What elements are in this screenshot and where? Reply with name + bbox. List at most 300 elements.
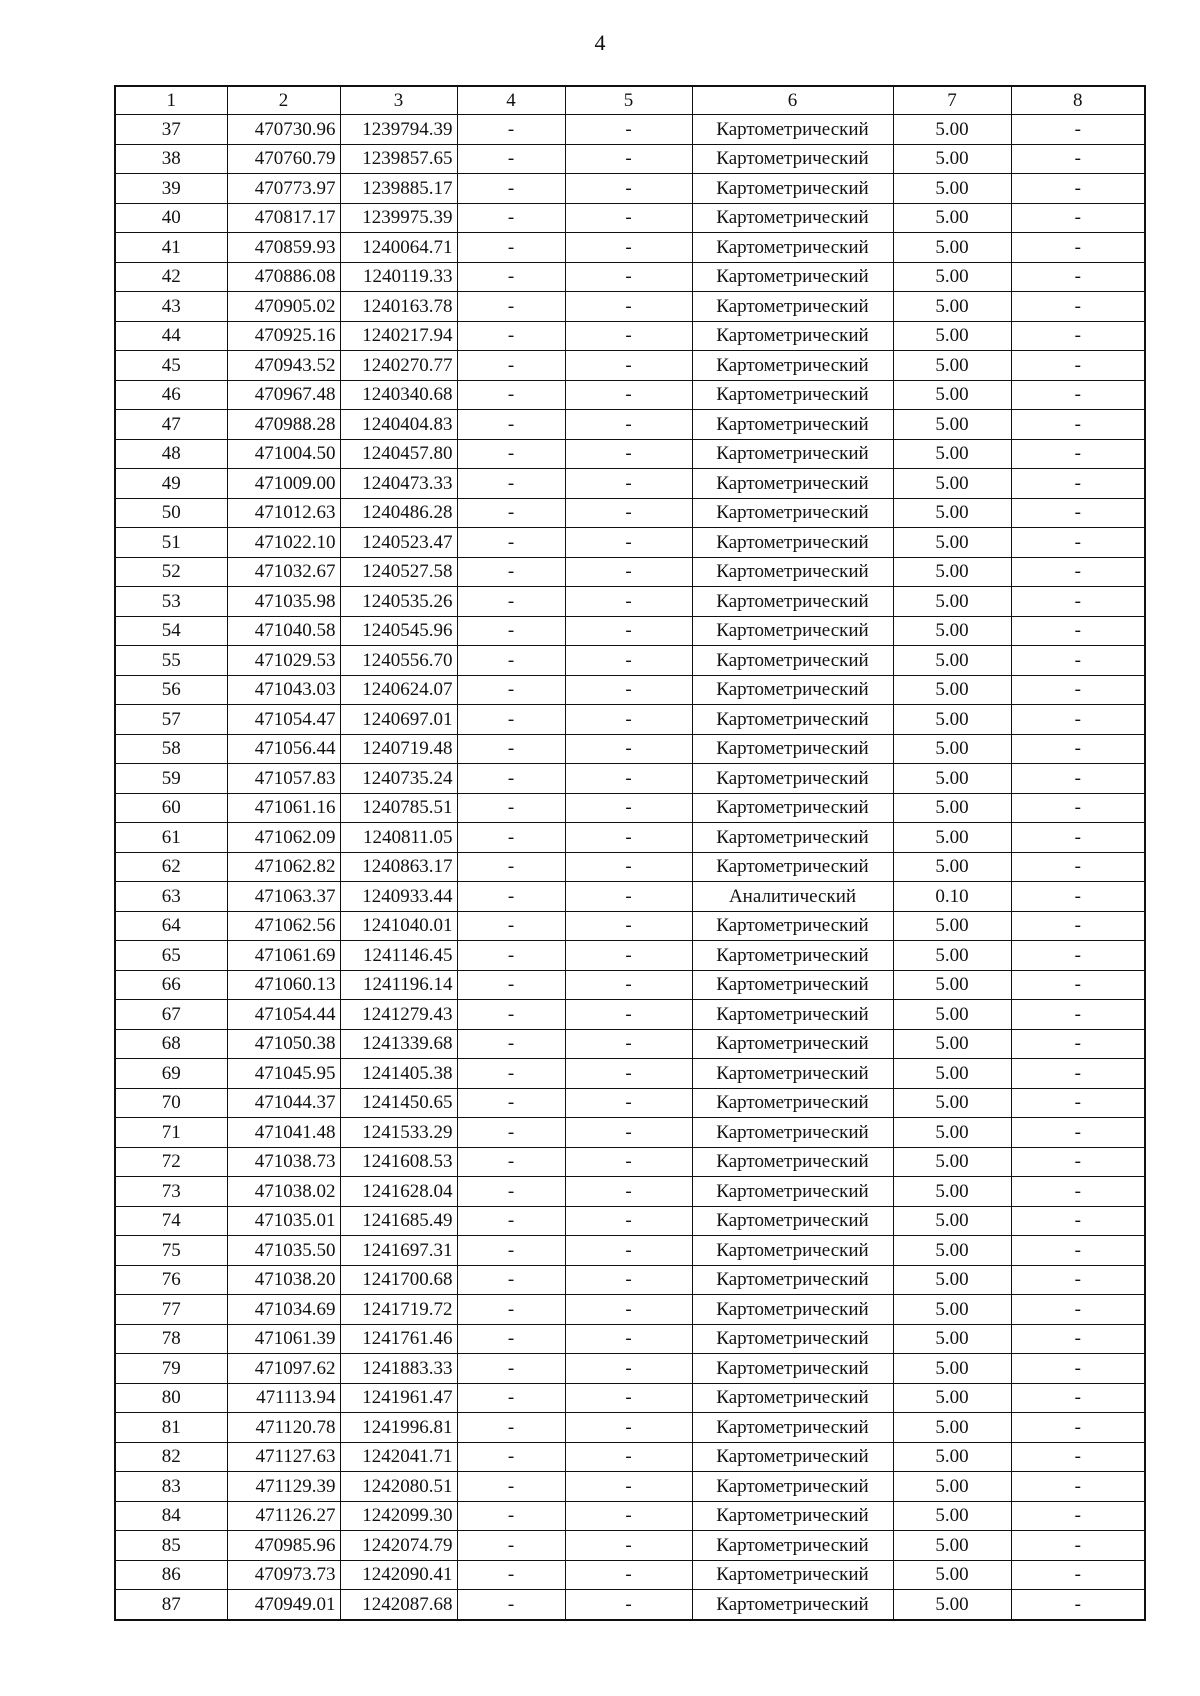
method-cell: Картометрический (692, 380, 893, 410)
x-coordinate-cell: 471044.37 (227, 1088, 340, 1118)
col4-cell: - (457, 292, 565, 322)
x-coordinate-cell: 471035.98 (227, 587, 340, 617)
col8-cell: - (1011, 233, 1145, 263)
method-cell: Картометрический (692, 1531, 893, 1561)
col4-cell: - (457, 1354, 565, 1384)
accuracy-cell: 5.00 (893, 292, 1011, 322)
point-number-cell: 69 (115, 1059, 227, 1089)
accuracy-cell: 5.00 (893, 1324, 1011, 1354)
method-cell: Картометрический (692, 1029, 893, 1059)
col8-cell: - (1011, 764, 1145, 794)
col5-cell: - (565, 646, 692, 676)
y-coordinate-cell: 1239975.39 (340, 203, 457, 233)
col5-cell: - (565, 557, 692, 587)
method-cell: Аналитический (692, 882, 893, 912)
col8-cell: - (1011, 1000, 1145, 1030)
x-coordinate-cell: 470985.96 (227, 1531, 340, 1561)
table-row (115, 115, 1145, 145)
method-cell: Картометрический (692, 970, 893, 1000)
method-cell: Картометрический (692, 174, 893, 204)
y-coordinate-cell: 1240217.94 (340, 321, 457, 351)
table-row (115, 1059, 1145, 1089)
method-cell: Картометрический (692, 1354, 893, 1384)
table-row (115, 1236, 1145, 1266)
accuracy-cell: 5.00 (893, 351, 1011, 381)
col4-cell: - (457, 1383, 565, 1413)
method-cell: Картометрический (692, 1265, 893, 1295)
col4-cell: - (457, 646, 565, 676)
point-number-cell: 55 (115, 646, 227, 676)
accuracy-cell: 5.00 (893, 321, 1011, 351)
table-row (115, 1501, 1145, 1531)
accuracy-cell: 5.00 (893, 203, 1011, 233)
point-number-cell: 78 (115, 1324, 227, 1354)
point-number-cell: 74 (115, 1206, 227, 1236)
method-cell: Картометрический (692, 1383, 893, 1413)
col5-cell: - (565, 292, 692, 322)
y-coordinate-cell: 1242090.41 (340, 1560, 457, 1590)
col4-cell: - (457, 675, 565, 705)
col5-cell: - (565, 203, 692, 233)
col4-cell: - (457, 1088, 565, 1118)
col8-cell: - (1011, 262, 1145, 292)
y-coordinate-cell: 1240163.78 (340, 292, 457, 322)
method-cell: Картометрический (692, 1413, 893, 1443)
method-cell: Картометрический (692, 292, 893, 322)
table-row (115, 1324, 1145, 1354)
table-row (115, 764, 1145, 794)
method-cell: Картометрический (692, 1560, 893, 1590)
col4-cell: - (457, 262, 565, 292)
y-coordinate-cell: 1241608.53 (340, 1147, 457, 1177)
method-cell: Картометрический (692, 1206, 893, 1236)
x-coordinate-cell: 470817.17 (227, 203, 340, 233)
col4-cell: - (457, 1147, 565, 1177)
point-number-cell: 46 (115, 380, 227, 410)
y-coordinate-cell: 1242099.30 (340, 1501, 457, 1531)
y-coordinate-cell: 1242080.51 (340, 1472, 457, 1502)
col5-cell: - (565, 1118, 692, 1148)
y-coordinate-cell: 1240340.68 (340, 380, 457, 410)
table-row (115, 1442, 1145, 1472)
point-number-cell: 68 (115, 1029, 227, 1059)
col4-cell: - (457, 793, 565, 823)
y-coordinate-cell: 1240719.48 (340, 734, 457, 764)
col4-cell: - (457, 1265, 565, 1295)
accuracy-cell: 5.00 (893, 587, 1011, 617)
col5-cell: - (565, 1059, 692, 1089)
table-row (115, 646, 1145, 676)
point-number-cell: 57 (115, 705, 227, 735)
accuracy-cell: 5.00 (893, 410, 1011, 440)
col8-cell: - (1011, 557, 1145, 587)
table-row (115, 1118, 1145, 1148)
col8-cell: - (1011, 292, 1145, 322)
table-row (115, 852, 1145, 882)
point-number-cell: 87 (115, 1590, 227, 1620)
y-coordinate-cell: 1240735.24 (340, 764, 457, 794)
method-cell: Картометрический (692, 1059, 893, 1089)
y-coordinate-cell: 1241196.14 (340, 970, 457, 1000)
x-coordinate-cell: 470905.02 (227, 292, 340, 322)
point-number-cell: 72 (115, 1147, 227, 1177)
y-coordinate-cell: 1240697.01 (340, 705, 457, 735)
table-row (115, 587, 1145, 617)
point-number-cell: 52 (115, 557, 227, 587)
point-number-cell: 73 (115, 1177, 227, 1207)
col5-cell: - (565, 1029, 692, 1059)
accuracy-cell: 5.00 (893, 1354, 1011, 1384)
x-coordinate-cell: 471113.94 (227, 1383, 340, 1413)
method-cell: Картометрический (692, 852, 893, 882)
point-number-cell: 42 (115, 262, 227, 292)
col5-cell: - (565, 941, 692, 971)
x-coordinate-cell: 471056.44 (227, 734, 340, 764)
method-cell: Картометрический (692, 1236, 893, 1266)
col4-cell: - (457, 1118, 565, 1148)
accuracy-cell: 5.00 (893, 646, 1011, 676)
x-coordinate-cell: 470730.96 (227, 115, 340, 145)
col5-cell: - (565, 1383, 692, 1413)
table-row (115, 380, 1145, 410)
table-row (115, 203, 1145, 233)
table-row (115, 557, 1145, 587)
accuracy-cell: 5.00 (893, 941, 1011, 971)
table-body (115, 86, 1145, 1620)
point-number-cell: 38 (115, 144, 227, 174)
col8-cell: - (1011, 528, 1145, 558)
column-header: 8 (1011, 86, 1145, 115)
accuracy-cell: 5.00 (893, 1501, 1011, 1531)
column-header: 2 (227, 86, 340, 115)
col4-cell: - (457, 1177, 565, 1207)
point-number-cell: 63 (115, 882, 227, 912)
accuracy-cell: 5.00 (893, 1147, 1011, 1177)
x-coordinate-cell: 470943.52 (227, 351, 340, 381)
col4-cell: - (457, 970, 565, 1000)
y-coordinate-cell: 1240811.05 (340, 823, 457, 853)
column-header: 1 (115, 86, 227, 115)
col8-cell: - (1011, 1147, 1145, 1177)
col4-cell: - (457, 705, 565, 735)
col4-cell: - (457, 439, 565, 469)
x-coordinate-cell: 470886.08 (227, 262, 340, 292)
col4-cell: - (457, 1000, 565, 1030)
col8-cell: - (1011, 882, 1145, 912)
table-row (115, 1354, 1145, 1384)
table-row (115, 410, 1145, 440)
table-row (115, 970, 1145, 1000)
method-cell: Картометрический (692, 351, 893, 381)
table-row (115, 1531, 1145, 1561)
accuracy-cell: 5.00 (893, 823, 1011, 853)
accuracy-cell: 5.00 (893, 1000, 1011, 1030)
col8-cell: - (1011, 1236, 1145, 1266)
y-coordinate-cell: 1241339.68 (340, 1029, 457, 1059)
method-cell: Картометрический (692, 115, 893, 145)
method-cell: Картометрический (692, 498, 893, 528)
col4-cell: - (457, 1590, 565, 1620)
y-coordinate-cell: 1241685.49 (340, 1206, 457, 1236)
col5-cell: - (565, 262, 692, 292)
table-row (115, 498, 1145, 528)
point-number-cell: 79 (115, 1354, 227, 1384)
accuracy-cell: 5.00 (893, 1177, 1011, 1207)
x-coordinate-cell: 470973.73 (227, 1560, 340, 1590)
col8-cell: - (1011, 1354, 1145, 1384)
y-coordinate-cell: 1242041.71 (340, 1442, 457, 1472)
col5-cell: - (565, 321, 692, 351)
x-coordinate-cell: 470949.01 (227, 1590, 340, 1620)
x-coordinate-cell: 471012.63 (227, 498, 340, 528)
col5-cell: - (565, 498, 692, 528)
x-coordinate-cell: 471041.48 (227, 1118, 340, 1148)
col4-cell: - (457, 734, 565, 764)
col8-cell: - (1011, 321, 1145, 351)
point-number-cell: 44 (115, 321, 227, 351)
point-number-cell: 41 (115, 233, 227, 263)
col5-cell: - (565, 1590, 692, 1620)
point-number-cell: 45 (115, 351, 227, 381)
method-cell: Картометрический (692, 469, 893, 499)
accuracy-cell: 5.00 (893, 1088, 1011, 1118)
method-cell: Картометрический (692, 557, 893, 587)
col5-cell: - (565, 1501, 692, 1531)
x-coordinate-cell: 471054.44 (227, 1000, 340, 1030)
accuracy-cell: 5.00 (893, 970, 1011, 1000)
y-coordinate-cell: 1241883.33 (340, 1354, 457, 1384)
y-coordinate-cell: 1242087.68 (340, 1590, 457, 1620)
x-coordinate-cell: 471038.02 (227, 1177, 340, 1207)
x-coordinate-cell: 471022.10 (227, 528, 340, 558)
x-coordinate-cell: 471060.13 (227, 970, 340, 1000)
col8-cell: - (1011, 1413, 1145, 1443)
table-row (115, 1029, 1145, 1059)
accuracy-cell: 5.00 (893, 705, 1011, 735)
y-coordinate-cell: 1240527.58 (340, 557, 457, 587)
col8-cell: - (1011, 1059, 1145, 1089)
col8-cell: - (1011, 1177, 1145, 1207)
x-coordinate-cell: 470925.16 (227, 321, 340, 351)
table-row (115, 174, 1145, 204)
col5-cell: - (565, 439, 692, 469)
accuracy-cell: 0.10 (893, 882, 1011, 912)
column-header: 7 (893, 86, 1011, 115)
table-row (115, 528, 1145, 558)
y-coordinate-cell: 1241761.46 (340, 1324, 457, 1354)
col8-cell: - (1011, 970, 1145, 1000)
col8-cell: - (1011, 1029, 1145, 1059)
y-coordinate-cell: 1241628.04 (340, 1177, 457, 1207)
col4-cell: - (457, 528, 565, 558)
x-coordinate-cell: 471038.73 (227, 1147, 340, 1177)
table-row (115, 1472, 1145, 1502)
method-cell: Картометрический (692, 1000, 893, 1030)
accuracy-cell: 5.00 (893, 262, 1011, 292)
table-row (115, 675, 1145, 705)
col4-cell: - (457, 1442, 565, 1472)
col5-cell: - (565, 1295, 692, 1325)
y-coordinate-cell: 1240064.71 (340, 233, 457, 263)
col5-cell: - (565, 616, 692, 646)
col5-cell: - (565, 1472, 692, 1502)
col4-cell: - (457, 1236, 565, 1266)
col8-cell: - (1011, 1383, 1145, 1413)
point-number-cell: 62 (115, 852, 227, 882)
table-row (115, 233, 1145, 263)
col8-cell: - (1011, 823, 1145, 853)
accuracy-cell: 5.00 (893, 1029, 1011, 1059)
method-cell: Картометрический (692, 321, 893, 351)
table-row (115, 1383, 1145, 1413)
point-number-cell: 65 (115, 941, 227, 971)
point-number-cell: 67 (115, 1000, 227, 1030)
table-row (115, 911, 1145, 941)
col8-cell: - (1011, 439, 1145, 469)
col4-cell: - (457, 144, 565, 174)
point-number-cell: 83 (115, 1472, 227, 1502)
x-coordinate-cell: 471004.50 (227, 439, 340, 469)
table-row (115, 941, 1145, 971)
table-row (115, 262, 1145, 292)
col5-cell: - (565, 852, 692, 882)
x-coordinate-cell: 471029.53 (227, 646, 340, 676)
y-coordinate-cell: 1241961.47 (340, 1383, 457, 1413)
point-number-cell: 54 (115, 616, 227, 646)
method-cell: Картометрический (692, 1472, 893, 1502)
method-cell: Картометрический (692, 1324, 893, 1354)
x-coordinate-cell: 471061.39 (227, 1324, 340, 1354)
col8-cell: - (1011, 616, 1145, 646)
table-row (115, 1560, 1145, 1590)
accuracy-cell: 5.00 (893, 1236, 1011, 1266)
method-cell: Картометрический (692, 144, 893, 174)
method-cell: Картометрический (692, 911, 893, 941)
x-coordinate-cell: 471034.69 (227, 1295, 340, 1325)
col5-cell: - (565, 1088, 692, 1118)
y-coordinate-cell: 1241700.68 (340, 1265, 457, 1295)
col5-cell: - (565, 793, 692, 823)
y-coordinate-cell: 1240270.77 (340, 351, 457, 381)
point-number-cell: 56 (115, 675, 227, 705)
y-coordinate-cell: 1240535.26 (340, 587, 457, 617)
point-number-cell: 76 (115, 1265, 227, 1295)
x-coordinate-cell: 471057.83 (227, 764, 340, 794)
y-coordinate-cell: 1240556.70 (340, 646, 457, 676)
col5-cell: - (565, 734, 692, 764)
col4-cell: - (457, 1413, 565, 1443)
col4-cell: - (457, 1029, 565, 1059)
method-cell: Картометрический (692, 1118, 893, 1148)
col8-cell: - (1011, 115, 1145, 145)
col8-cell: - (1011, 1590, 1145, 1620)
col8-cell: - (1011, 351, 1145, 381)
method-cell: Картометрический (692, 705, 893, 735)
method-cell: Картометрический (692, 1088, 893, 1118)
column-header: 3 (340, 86, 457, 115)
col8-cell: - (1011, 646, 1145, 676)
col5-cell: - (565, 1236, 692, 1266)
point-number-cell: 49 (115, 469, 227, 499)
col4-cell: - (457, 1059, 565, 1089)
y-coordinate-cell: 1241040.01 (340, 911, 457, 941)
x-coordinate-cell: 471061.69 (227, 941, 340, 971)
col4-cell: - (457, 351, 565, 381)
point-number-cell: 85 (115, 1531, 227, 1561)
col8-cell: - (1011, 380, 1145, 410)
x-coordinate-cell: 471038.20 (227, 1265, 340, 1295)
table-row (115, 705, 1145, 735)
method-cell: Картометрический (692, 203, 893, 233)
point-number-cell: 66 (115, 970, 227, 1000)
col5-cell: - (565, 469, 692, 499)
point-number-cell: 58 (115, 734, 227, 764)
accuracy-cell: 5.00 (893, 1295, 1011, 1325)
table-row (115, 823, 1145, 853)
point-number-cell: 40 (115, 203, 227, 233)
x-coordinate-cell: 471061.16 (227, 793, 340, 823)
col4-cell: - (457, 911, 565, 941)
col4-cell: - (457, 469, 565, 499)
col5-cell: - (565, 823, 692, 853)
table-row (115, 882, 1145, 912)
point-number-cell: 37 (115, 115, 227, 145)
method-cell: Картометрический (692, 675, 893, 705)
y-coordinate-cell: 1240457.80 (340, 439, 457, 469)
col8-cell: - (1011, 174, 1145, 204)
col5-cell: - (565, 705, 692, 735)
y-coordinate-cell: 1240624.07 (340, 675, 457, 705)
table-row (115, 351, 1145, 381)
method-cell: Картометрический (692, 734, 893, 764)
col4-cell: - (457, 1206, 565, 1236)
point-number-cell: 81 (115, 1413, 227, 1443)
col8-cell: - (1011, 1265, 1145, 1295)
y-coordinate-cell: 1240863.17 (340, 852, 457, 882)
col5-cell: - (565, 1531, 692, 1561)
accuracy-cell: 5.00 (893, 734, 1011, 764)
accuracy-cell: 5.00 (893, 1560, 1011, 1590)
accuracy-cell: 5.00 (893, 439, 1011, 469)
y-coordinate-cell: 1241450.65 (340, 1088, 457, 1118)
col8-cell: - (1011, 203, 1145, 233)
col5-cell: - (565, 1206, 692, 1236)
col8-cell: - (1011, 587, 1145, 617)
x-coordinate-cell: 471129.39 (227, 1472, 340, 1502)
method-cell: Картометрический (692, 262, 893, 292)
accuracy-cell: 5.00 (893, 469, 1011, 499)
col8-cell: - (1011, 1442, 1145, 1472)
col4-cell: - (457, 203, 565, 233)
point-number-cell: 51 (115, 528, 227, 558)
col5-cell: - (565, 115, 692, 145)
y-coordinate-cell: 1239857.65 (340, 144, 457, 174)
y-coordinate-cell: 1240119.33 (340, 262, 457, 292)
accuracy-cell: 5.00 (893, 557, 1011, 587)
col5-cell: - (565, 233, 692, 263)
col8-cell: - (1011, 1501, 1145, 1531)
method-cell: Картометрический (692, 646, 893, 676)
point-number-cell: 75 (115, 1236, 227, 1266)
table-row (115, 144, 1145, 174)
coordinates-table (114, 85, 1146, 1621)
point-number-cell: 77 (115, 1295, 227, 1325)
col8-cell: - (1011, 793, 1145, 823)
table-row (115, 292, 1145, 322)
y-coordinate-cell: 1239794.39 (340, 115, 457, 145)
col8-cell: - (1011, 911, 1145, 941)
column-header: 4 (457, 86, 565, 115)
